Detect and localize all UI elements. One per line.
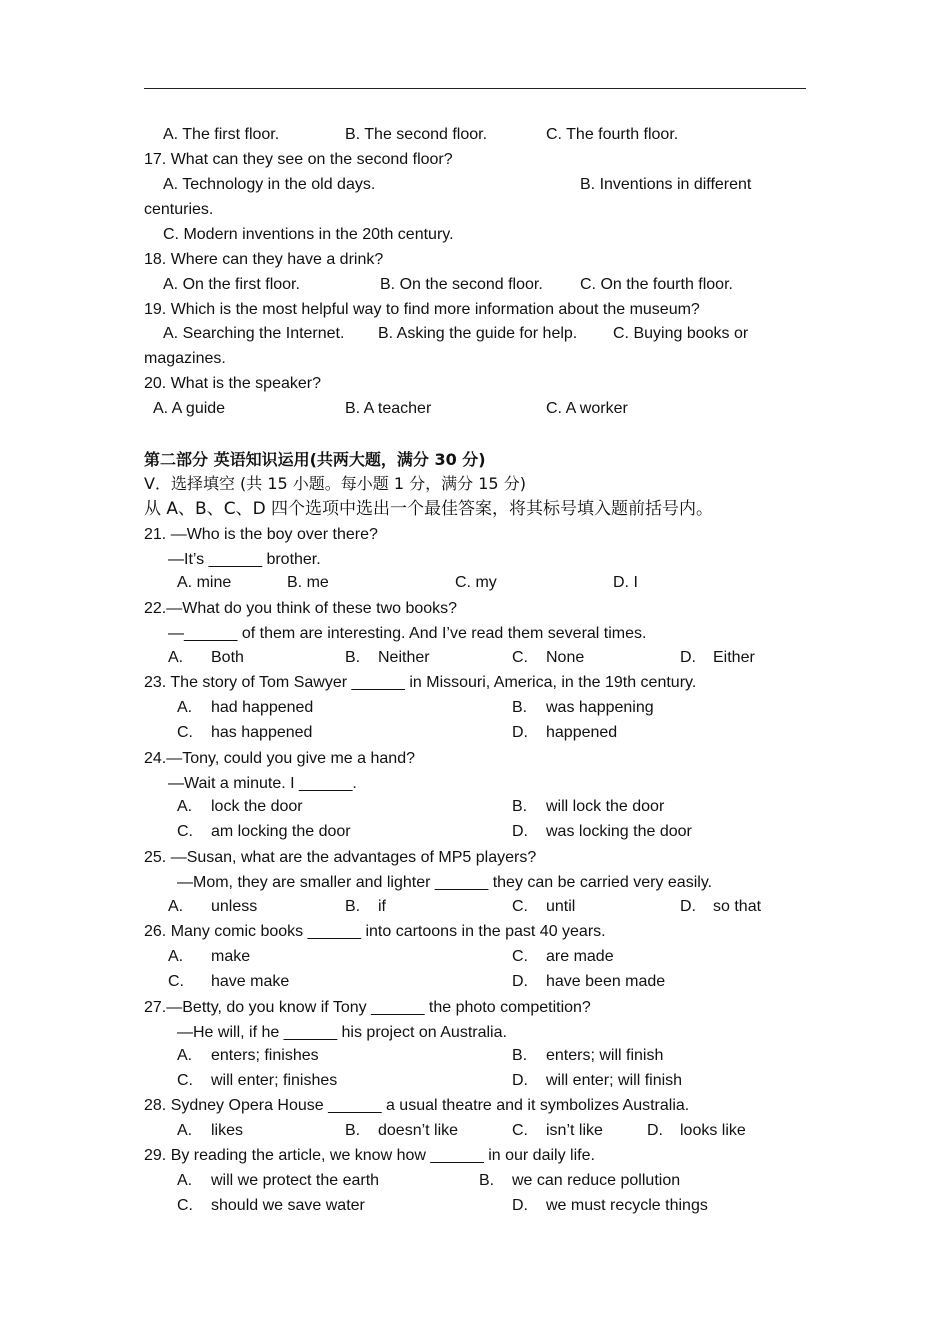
q29-letter-b: B. <box>479 1172 495 1189</box>
q28-letter-a: A. <box>177 1122 193 1139</box>
q25-letter-c: C. <box>512 898 528 915</box>
q25-option-a[interactable]: unless <box>211 898 258 915</box>
q29-option-c[interactable]: should we save water <box>211 1197 365 1214</box>
q21-option-b[interactable]: B. me <box>287 574 329 591</box>
q25-letter-d: D. <box>680 898 696 915</box>
q23-option-b[interactable]: was happening <box>546 699 654 716</box>
q21-option-d[interactable]: D. I <box>613 574 638 591</box>
q27-option-d[interactable]: will enter; will finish <box>546 1072 683 1089</box>
q21-line2: —It’s ______ brother. <box>168 551 321 568</box>
q24-stem: 24.—Tony, could you give me a hand? <box>144 750 415 767</box>
q18-option-a[interactable]: A. On the first floor. <box>163 276 300 293</box>
q24-letter-d: D. <box>512 823 528 840</box>
q26-option-c2[interactable]: have make <box>211 973 290 990</box>
q20-option-a[interactable]: A. A guide <box>153 400 226 417</box>
q18-option-b[interactable]: B. On the second floor. <box>380 276 543 293</box>
q24-letter-b: B. <box>512 798 528 815</box>
q16-option-b[interactable]: B. The second floor. <box>345 126 488 143</box>
q21-option-c[interactable]: C. my <box>455 574 497 591</box>
q16-option-c[interactable]: C. The fourth floor. <box>546 126 679 143</box>
q29-option-b[interactable]: we can reduce pollution <box>512 1172 681 1189</box>
q24-option-a[interactable]: lock the door <box>211 798 303 815</box>
header-rule <box>144 88 806 89</box>
q28-option-a[interactable]: likes <box>211 1122 244 1139</box>
q27-line2: —He will, if he ______ his project on Australia. <box>177 1024 507 1041</box>
q22-letter-d: D. <box>680 649 696 666</box>
part2-title: 第二部分 英语知识运用(共两大题，满分 30 分) <box>144 450 486 469</box>
q23-stem: 23. The story of Tom Sawyer ______ in Missouri, America, in the 19th century. <box>144 674 697 691</box>
q28-option-d[interactable]: looks like <box>680 1122 746 1139</box>
q23-letter-a: A. <box>177 699 193 716</box>
q23-option-d[interactable]: happened <box>546 724 618 741</box>
q22-option-d[interactable]: Either <box>713 649 755 666</box>
q26-stem: 26. Many comic books ______ into cartoons in the past 40 years. <box>144 923 606 940</box>
q24-letter-c: C. <box>177 823 193 840</box>
q23-option-a[interactable]: had happened <box>211 699 314 716</box>
q17-option-a[interactable]: A. Technology in the old days. <box>163 176 376 193</box>
q18-option-c[interactable]: C. On the fourth floor. <box>580 276 733 293</box>
q25-option-d[interactable]: so that <box>713 898 762 915</box>
q27-letter-d: D. <box>512 1072 528 1089</box>
q22-letter-c: C. <box>512 649 528 666</box>
q25-letter-a: A. <box>168 898 184 915</box>
q28-option-b[interactable]: doesn’t like <box>378 1122 459 1139</box>
q19-option-c[interactable]: C. Buying books or <box>613 325 749 342</box>
q28-letter-c: C. <box>512 1122 528 1139</box>
q29-option-a[interactable]: will we protect the earth <box>211 1172 380 1189</box>
q17-option-c[interactable]: C. Modern inventions in the 20th century. <box>163 226 454 243</box>
q27-stem: 27.—Betty, do you know if Tony ______ the photo competition? <box>144 999 591 1016</box>
q25-option-b[interactable]: if <box>378 898 386 915</box>
q27-letter-c: C. <box>177 1072 193 1089</box>
q18-stem: 18. Where can they have a drink? <box>144 251 384 268</box>
q25-option-c[interactable]: until <box>546 898 576 915</box>
q23-letter-b: B. <box>512 699 528 716</box>
q27-letter-a: A. <box>177 1047 193 1064</box>
q22-option-a[interactable]: Both <box>211 649 244 666</box>
q29-stem: 29. By reading the article, we know how ______ in our daily life. <box>144 1147 595 1164</box>
q26-option-d[interactable]: have been made <box>546 973 666 990</box>
q27-option-a[interactable]: enters; finishes <box>211 1047 319 1064</box>
q22-letter-a: A. <box>168 649 184 666</box>
q23-letter-d: D. <box>512 724 528 741</box>
q24-option-c[interactable]: am locking the door <box>211 823 351 840</box>
q24-letter-a: A. <box>177 798 193 815</box>
q29-letter-c: C. <box>177 1197 193 1214</box>
q26-option-a[interactable]: make <box>211 948 251 965</box>
q22-option-b[interactable]: Neither <box>378 649 430 666</box>
q26-letter-c2: C. <box>168 973 184 990</box>
q23-letter-c: C. <box>177 724 193 741</box>
q22-option-c[interactable]: None <box>546 649 585 666</box>
q22-stem: 22.—What do you think of these two books? <box>144 600 458 617</box>
q27-option-b[interactable]: enters; will finish <box>546 1047 664 1064</box>
q21-option-a[interactable]: A. mine <box>177 574 232 591</box>
q19-option-b[interactable]: B. Asking the guide for help. <box>378 325 578 342</box>
q26-letter-a: A. <box>168 948 184 965</box>
q19-stem: 19. Which is the most helpful way to find more information about the museum? <box>144 301 700 318</box>
q29-letter-d: D. <box>512 1197 528 1214</box>
q24-option-d[interactable]: was locking the door <box>546 823 692 840</box>
q26-letter-c1: C. <box>512 948 528 965</box>
q25-stem: 25. —Susan, what are the advantages of MP5 players? <box>144 849 537 866</box>
q20-option-c[interactable]: C. A worker <box>546 400 628 417</box>
q27-option-c[interactable]: will enter; finishes <box>211 1072 338 1089</box>
q21-stem: 21. —Who is the boy over there? <box>144 526 378 543</box>
q26-letter-d: D. <box>512 973 528 990</box>
q28-letter-d: D. <box>647 1122 663 1139</box>
q22-line2: —______ of them are interesting. And I’ve read them several times. <box>168 625 647 642</box>
q17-option-b[interactable]: B. Inventions in different <box>580 176 752 193</box>
q25-line2: —Mom, they are smaller and lighter ______ they can be carried very easily. <box>177 874 713 891</box>
q19-option-a[interactable]: A. Searching the Internet. <box>163 325 345 342</box>
q20-option-b[interactable]: B. A teacher <box>345 400 432 417</box>
section-instruction: 从 A、B、C、D 四个选项中选出一个最佳答案，将其标号填入题前括号内。 <box>144 499 714 519</box>
q25-letter-b: B. <box>345 898 361 915</box>
q17-stem: 17. What can they see on the second floor? <box>144 151 453 168</box>
q24-line2: —Wait a minute. I ______. <box>168 775 357 792</box>
q22-letter-b: B. <box>345 649 361 666</box>
q28-option-c[interactable]: isn’t like <box>546 1122 603 1139</box>
q26-option-c1[interactable]: are made <box>546 948 614 965</box>
q24-option-b[interactable]: will lock the door <box>546 798 665 815</box>
q20-stem: 20. What is the speaker? <box>144 375 321 392</box>
section-v-heading: V．选择填空 (共 15 小题。每小题 1 分，满分 15 分) <box>144 474 526 493</box>
q29-option-d[interactable]: we must recycle things <box>546 1197 708 1214</box>
q28-letter-b: B. <box>345 1122 361 1139</box>
q23-option-c[interactable]: has happened <box>211 724 313 741</box>
q27-letter-b: B. <box>512 1047 528 1064</box>
q16-option-a[interactable]: A. The first floor. <box>163 126 280 143</box>
q19-option-c-cont: magazines. <box>144 350 226 367</box>
q28-stem: 28. Sydney Opera House ______ a usual theatre and it symbolizes Australia. <box>144 1097 690 1114</box>
q17-option-b-cont: centuries. <box>144 201 214 218</box>
q29-letter-a: A. <box>177 1172 193 1189</box>
